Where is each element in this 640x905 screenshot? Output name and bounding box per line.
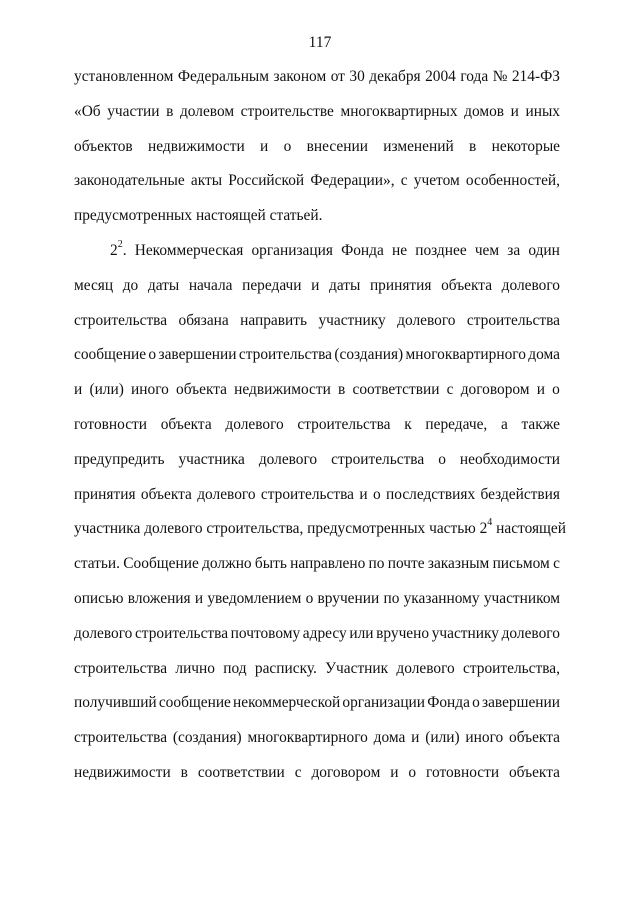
text-line: строительства лично под расписку. Участник долевого строительства, — [74, 659, 560, 677]
superscript: 4 — [487, 517, 493, 529]
text-line: принятия объекта долевого строительства и о последствиях бездействия — [74, 485, 560, 503]
document-body — [74, 65, 566, 796]
paragraph-2 — [74, 238, 566, 796]
text-line: установленном Федеральным законом от 30 декабря 2004 года № 214-ФЗ — [74, 68, 560, 85]
page-number: 117 — [308, 34, 332, 51]
text-line: предупредить участника долевого строительства о необходимости — [74, 450, 560, 468]
text-line: долевого строительства почтовому адресу или вручено участнику долевого — [74, 624, 560, 642]
text-line: объектов недвижимости и о внесении изменений в некоторые — [74, 137, 560, 155]
text-line: недвижимости в соответствии с договором и о готовности объекта — [74, 763, 560, 781]
text-line: описью вложения и уведомлением о вручении по указанному участником — [74, 589, 560, 607]
text-line: и (или) иного объекта недвижимости в соответствии с договором и о — [74, 381, 560, 399]
text-line: строительства обязана направить участнику долевого строительства — [74, 311, 560, 329]
text-line: строительства (создания) многоквартирного дома и (или) иного объекта — [74, 729, 560, 747]
text-line: статьи. Сообщение должно быть направлено по почте заказным письмом с — [74, 555, 560, 573]
paragraph-number: $2^2$. — [110, 238, 127, 259]
text-line: месяц до даты начала передачи и даты принятия объекта долевого — [74, 276, 560, 294]
text-line: «Об участии в долевом строительстве многоквартирных домов и иных — [74, 102, 560, 120]
text-line: получивший сообщение некоммерческой организации Фонда о завершении — [74, 694, 560, 712]
text-line: готовности объекта долевого строительства к передаче, а также — [74, 415, 560, 433]
text-line: сообщение о завершении строительства (создания) многоквартирного дома — [74, 346, 560, 364]
text-line: $2^2$. Некоммерческая организация Фонда не позднее чем за один — [74, 239, 560, 274]
text-line: предусмотренных настоящей статьей. — [74, 207, 323, 225]
text-line: законодательные акты Российской Федерации», с учетом особенностей, — [74, 172, 560, 190]
paragraph-1 — [74, 65, 560, 239]
text-line: участника долевого строительства, предусмотренных частью $2^4$ настоящей — [74, 517, 566, 538]
